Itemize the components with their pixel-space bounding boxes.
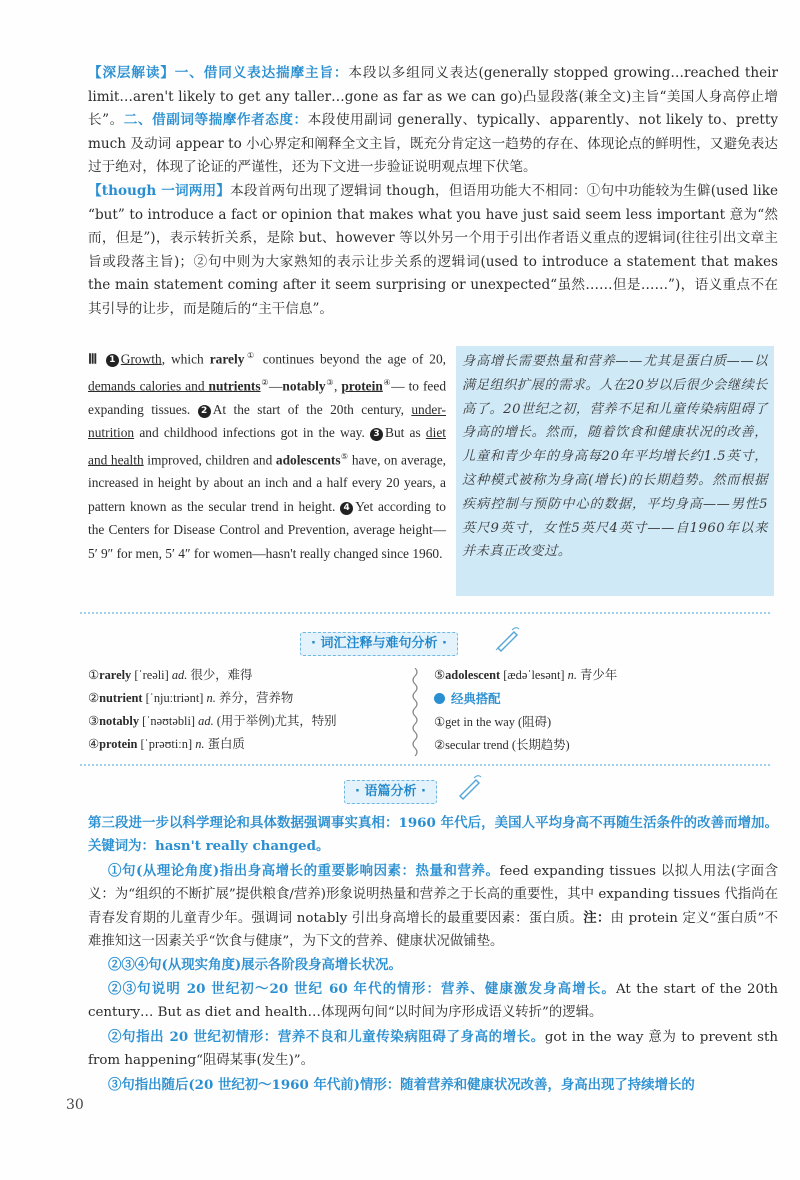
vocab-meaning: (用于举例)尤其，特别 xyxy=(216,714,337,728)
passage-text: continues beyond the age of 20, xyxy=(256,351,447,367)
passage-text: diet and health xyxy=(88,425,446,468)
analysis-sentences-234: ②③④句(从现实角度)展示各阶段身高增长状况。 xyxy=(108,957,402,973)
vocab-item xyxy=(88,687,337,710)
vocab-word: rarely xyxy=(99,668,132,682)
vocab-list-left xyxy=(88,664,337,756)
analysis-body: feed expanding tissues 以拟人用法(字面含义：为“组织的不断扩展”提供粮食/营养)形象说明热量和营养之于长高的重要性，其中 expanding tissues 代指尚在青春发育期的儿童青少年。强调词 notably 引出身高增长的最重要因素：蛋白质。 xyxy=(88,864,778,926)
analysis-body: 由 protein 定义“蛋白质”不难推知这一因素关乎“饮食与健康”，为下文的营养、健康状况做铺垫。 xyxy=(88,910,779,950)
analysis-heading: ①句(从理论角度)指出身高增长的重要影响因素：热量和营养。 xyxy=(108,863,500,879)
sentence-number-3: 3 xyxy=(370,428,383,441)
vocab-meaning: 青少年 xyxy=(580,668,618,682)
vocab-num: ① xyxy=(88,668,100,682)
though-label: 【though 一词两用】 xyxy=(88,183,231,199)
vocab-meaning: 养分，营养物 xyxy=(218,691,294,705)
vocab-ipa: [ædəˈlesənt] xyxy=(503,668,565,682)
deep-reading-paragraph xyxy=(88,62,778,180)
analysis-section-title: · 语篇分析 · xyxy=(344,780,437,804)
passage-text: But as xyxy=(385,425,426,441)
though-text: 本段首两句出现了逻辑词 though，但语用功能大不相同：①句中功能较为生僻(used like “but” to introduce a fact or opinion that makes what you have just said seem less important 意为“然而，但是”)，表示转折关系，是除 but、however 等以外另一个用于引出作者语义重点的逻辑词(往往引出文章主旨或段落主旨)；②句中则为大家熟知的表示让步关系的逻辑词(used to introduce a statement that makes the main statement coming after it seem surprising or unexpected“虽然……但是……”)，语义重点不在其引导的让步，而是随后的“主干信息”。 xyxy=(88,183,778,317)
analysis-heading: ②句指出 20 世纪初情形：营养不良和儿童传染病阻碍了身高的增长。 xyxy=(108,1029,545,1045)
pen-icon xyxy=(494,626,520,652)
analysis-body: got in the way 意为 to prevent sth from happening“阻碍某事(发生)”。 xyxy=(88,1030,778,1069)
passage-text: At the start of the 20th century, xyxy=(212,401,412,417)
passage-text: improved, children and xyxy=(143,452,276,468)
vocab-word: adolescent xyxy=(445,668,501,682)
analysis-body: At the start of the 20th century… But as diet and health…体现两句间“以时间为序形成语义转折”的逻辑。 xyxy=(88,982,778,1021)
footnote-ref: ③ xyxy=(325,377,335,387)
passage-text: — to feed expanding tissues. xyxy=(88,378,447,417)
vocab-pos: n. xyxy=(195,737,205,751)
vocab-word: nutrient xyxy=(99,691,143,705)
vocab-item xyxy=(434,664,617,687)
vocab-ipa: [ˈnjuːtriənt] xyxy=(145,691,204,705)
vocab-ipa: [ˈnəʊtəbli] xyxy=(142,714,196,728)
though-paragraph xyxy=(88,180,778,321)
passage-text: , which xyxy=(161,351,210,367)
vocab-num: ⑤ xyxy=(434,668,446,682)
analysis-sentences-23 xyxy=(88,978,778,1025)
deep-reading-sub1: 一、借同义表达揣摩主旨： xyxy=(174,65,349,81)
vocab-pos: ad. xyxy=(171,668,188,682)
deep-reading-sub2: 二、借副词等揣摩作者态度： xyxy=(123,112,308,128)
passage-growth: Growth xyxy=(120,351,162,367)
page-number: 30 xyxy=(66,1097,84,1113)
analysis-intro: 第三段进一步以科学理论和具体数据强调事实真相：1960 年代后，美国人平均身高不再随生活条件的改善而增加。关键词为：hasn't really changed。 xyxy=(88,815,778,855)
passage-text: and childhood infections got in the way. xyxy=(134,425,365,441)
vocab-num: ③ xyxy=(88,714,100,728)
analysis-sentence1 xyxy=(88,860,778,954)
analysis-heading: ②③句说明 20 世纪初～20 世纪 60 年代的情形：营养、健康激发身高增长。 xyxy=(108,981,616,997)
vocab-pos: n. xyxy=(206,691,216,705)
word-notably: notably xyxy=(282,378,326,394)
analysis-sentence2 xyxy=(88,1026,778,1073)
english-passage xyxy=(88,344,446,565)
passage-text: Yet according to the Centers for Disease Control and Prevention, average height—5′ 9″ for men, 5′ 4″ for women—hasn't really changed since 1960. xyxy=(88,498,446,561)
vocab-item xyxy=(88,710,337,733)
passage-text: have, on average, increased in height by about an inch and a half every 20 years, a pattern known as the secular trend in height. xyxy=(88,452,447,514)
deep-reading-text2: 本段使用副词 generally、typically、apparently、not likely to、pretty much 及动词 appear to 小心界定和阐释全文主旨，既充分肯定这一趋势的存在、体现论点的鲜明性，又避免表达过于绝对，体现了论证的严谨性，还为下文进一步验证说明观点埋下伏笔。 xyxy=(88,112,779,175)
wavy-divider xyxy=(410,668,420,758)
vocab-item xyxy=(88,664,337,687)
passage-text: — xyxy=(269,378,283,394)
note-label: 注： xyxy=(583,909,611,926)
word-protein: protein xyxy=(341,378,383,394)
deep-reading-text1: 本段以多组同义表达(generally stopped growing…reached their limit…aren't likely to get any taller…gone as far as we can go)凸显段落(兼全文)主旨“美国人身高停止增长”。 xyxy=(88,65,779,128)
vocab-pos: ad. xyxy=(198,714,214,728)
sentence-number-2: 2 xyxy=(198,405,211,418)
passage-text: demands calories and xyxy=(88,378,209,394)
pen-icon xyxy=(456,774,482,800)
vocab-section-title: · 词汇注释与难句分析 · xyxy=(300,632,458,656)
vocab-list-right xyxy=(434,664,617,757)
vocab-meaning: 蛋白质 xyxy=(207,737,245,751)
collocation-heading xyxy=(434,687,617,711)
translation-box: 身高增长需要热量和营养——尤其是蛋白质——以满足组织扩展的需求。人在20岁以后很少会继续长高了。20世纪之初，营养不足和儿童传染病阻碍了身高的增长。然而，随着饮食和健康状况的改善，儿童和青少年的身高每20年平均增长约1.5英寸，这种模式被称为身高(增长)的长期趋势。然而根据疾病控制与预防中心的数据，平均身高——男性5英尺9英寸，女性5英尺4英寸——自1960年以来并未真正改变过。 xyxy=(456,346,774,596)
section-divider xyxy=(80,612,770,614)
sentence-number-1: 1 xyxy=(106,354,119,367)
vocab-word: notably xyxy=(99,714,140,728)
vocab-num: ② xyxy=(88,691,100,705)
paragraph-marker: Ⅲ xyxy=(88,351,100,367)
collocation-item: ②secular trend (长期趋势) xyxy=(434,738,570,752)
vocab-pos: n. xyxy=(567,668,577,682)
section-divider xyxy=(80,764,770,766)
footnote-ref: ④ xyxy=(382,377,392,387)
vocab-ipa: [ˈreəli] xyxy=(134,668,169,682)
vocab-word: protein xyxy=(99,737,138,751)
footnote-ref: ② xyxy=(260,377,270,387)
word-adolescents: adolescents xyxy=(275,452,341,468)
deep-reading-label: 【深层解读】 xyxy=(88,65,175,81)
footnote-ref: ① xyxy=(244,351,257,360)
word-nutrients: nutrients xyxy=(208,378,261,394)
passage-text: under-nutrition xyxy=(88,401,447,441)
vocab-meaning: 很少，难得 xyxy=(190,668,253,682)
analysis-sentence3: ③句指出随后(20 世纪初～1960 年代前)情形：随着营养和健康状况改善，身高出现了持续增长的 xyxy=(108,1077,695,1093)
collocation-title: 经典搭配 xyxy=(451,691,501,706)
vocab-num: ④ xyxy=(88,737,100,751)
collocation-item: ①get in the way (阻碍) xyxy=(434,715,552,729)
footnote-ref: ⑤ xyxy=(340,451,349,461)
sentence-number-4: 4 xyxy=(340,502,353,515)
vocab-item xyxy=(88,733,337,756)
passage-text: , xyxy=(334,378,342,394)
word-rarely: rarely xyxy=(209,351,245,367)
bullet-icon xyxy=(434,693,445,704)
vocab-ipa: [ˈprəʊtiːn] xyxy=(140,737,193,751)
